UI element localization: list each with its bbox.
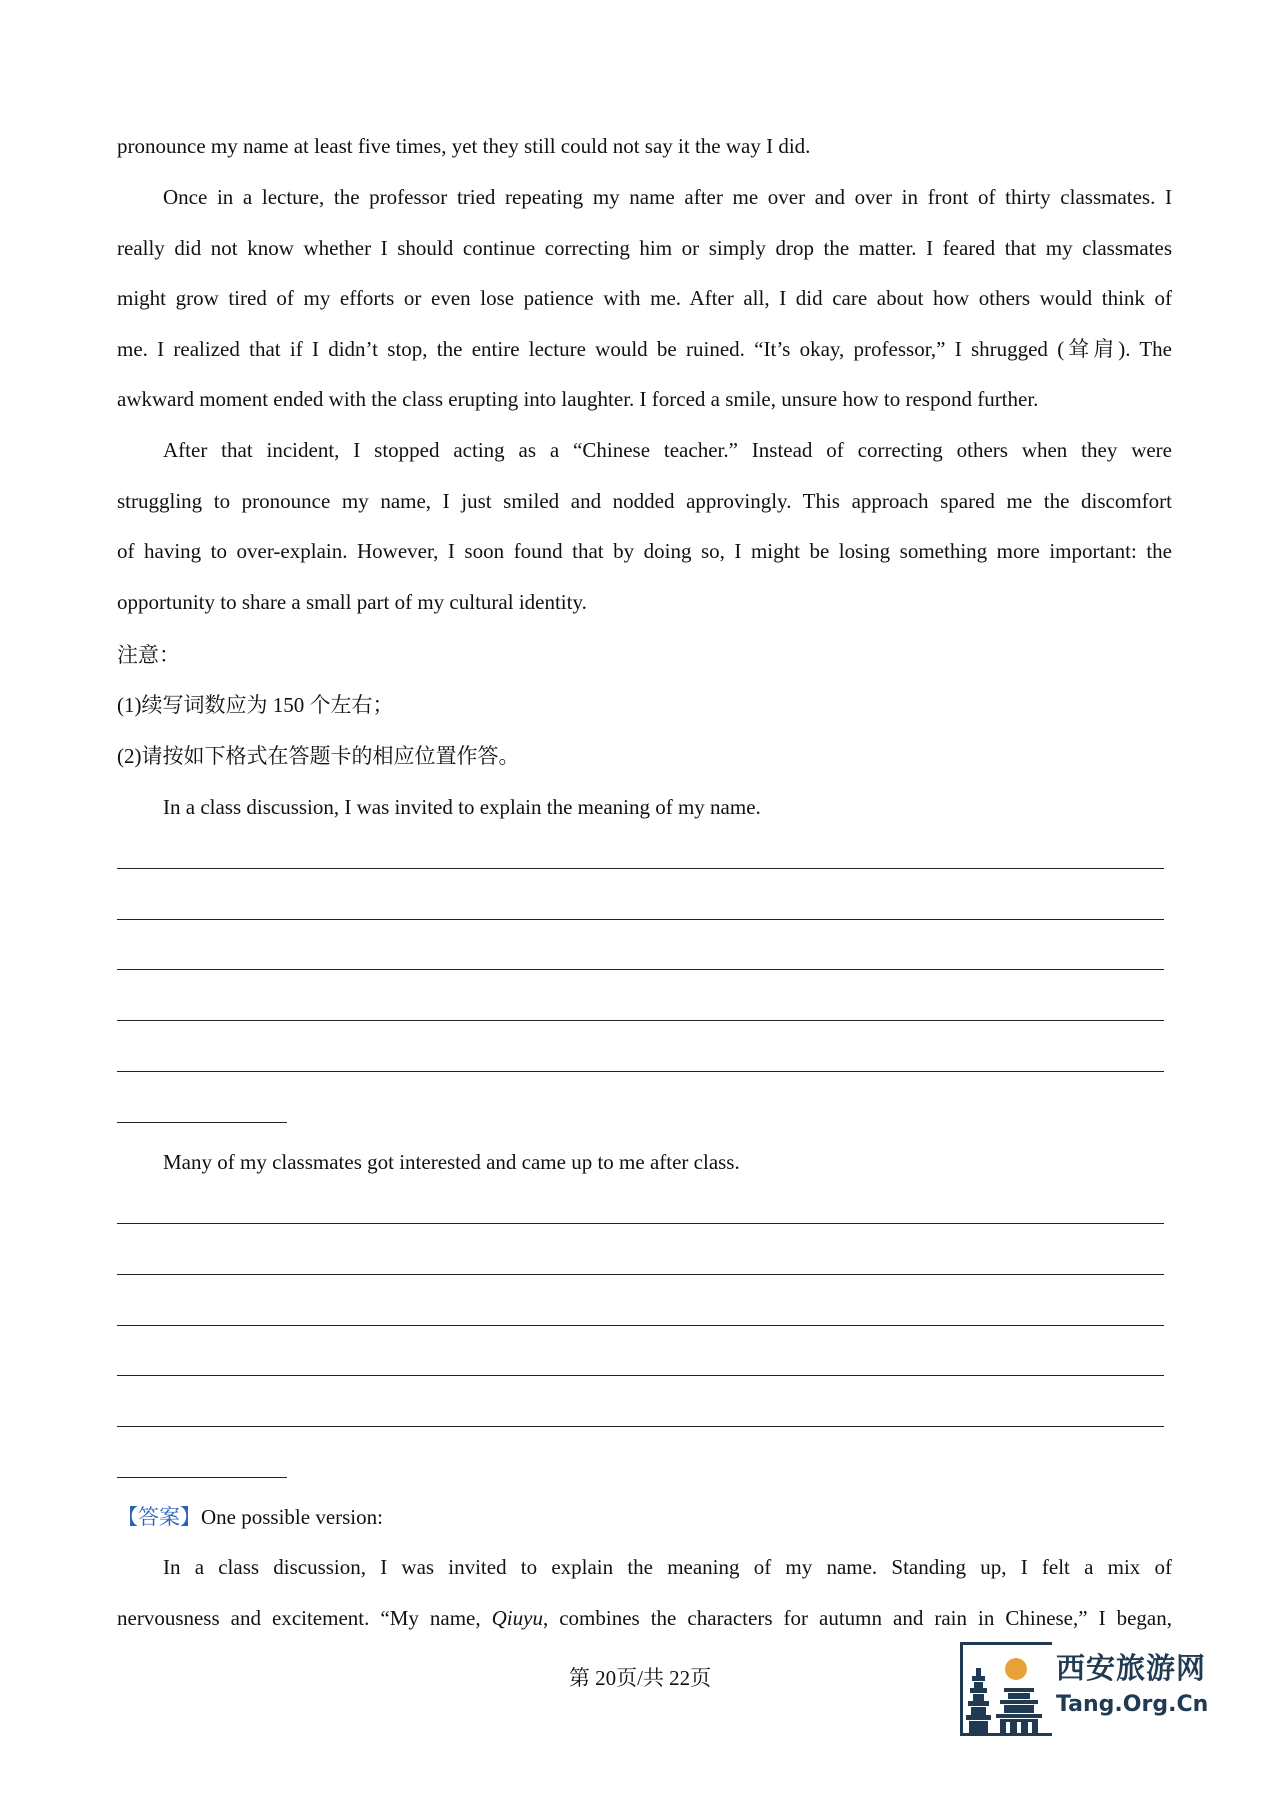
site-logo bbox=[960, 1642, 1220, 1742]
answer-line bbox=[117, 919, 1164, 920]
text-run: nervousness and excitement. “My name, bbox=[117, 1605, 492, 1630]
paragraph-line bbox=[117, 1593, 1172, 1644]
logo-text-cn: 西安旅游网 bbox=[1056, 1651, 1207, 1685]
passage-line: pronounce my name at least five times, yet they still could not say it the way I did. bbox=[117, 134, 811, 158]
passage-paragraph-2 bbox=[117, 425, 1172, 627]
paragraph-line: awkward moment ended with the class erupting into laughter. I forced a smile, unsure how to respond further. bbox=[117, 387, 1039, 411]
logo-text-en: Tang.Org.Cn bbox=[1056, 1692, 1209, 1717]
answer-line bbox=[117, 868, 1164, 869]
answer-header bbox=[117, 1502, 383, 1532]
answer-line bbox=[117, 1426, 1164, 1427]
paragraph-line: really did not know whether I should continue correcting him or simply drop the matter. I feared that my classmates bbox=[117, 235, 1172, 260]
name-italic: Qiuyu bbox=[491, 1605, 543, 1630]
note-item-1: (1)续写词数应为 150 个左右； bbox=[117, 693, 394, 717]
paragraph-line: struggling to pronounce my name, I just smiled and nodded approvingly. This approach spared me the discomfort bbox=[117, 488, 1172, 513]
answer-tag: 【答案】 bbox=[117, 1505, 201, 1529]
answer-line bbox=[117, 1375, 1164, 1376]
answer-line bbox=[117, 1223, 1164, 1224]
paragraph-line: Once in a lecture, the professor tried repeating my name after me over and over in front of thirty classmates. I bbox=[163, 185, 1172, 209]
paragraph-line: might grow tired of my efforts or even lose patience with me. After all, I did care about how others would think of bbox=[117, 286, 1172, 310]
answer-line bbox=[117, 1325, 1164, 1326]
answer-line bbox=[117, 1274, 1164, 1275]
passage-paragraph-1 bbox=[117, 172, 1172, 425]
continuation-prompt-2: Many of my classmates got interested and came up to me after class. bbox=[163, 1150, 740, 1174]
answer-line bbox=[117, 1020, 1164, 1021]
paragraph-line: After that incident, I stopped acting as a “Chinese teacher.” Instead of correcting others when they were bbox=[163, 438, 1172, 462]
page-footer: 第 20页/共 22页 bbox=[568, 1666, 712, 1690]
answer-line-short bbox=[117, 1122, 287, 1123]
note-item-2: (2)请按如下格式在答题卡的相应位置作答。 bbox=[117, 744, 520, 768]
paragraph-line: me. I realized that if I didn’t stop, the entire lecture would be ruined. “It’s okay, professor,” I shrugged (耸肩). The bbox=[117, 336, 1172, 361]
continuation-prompt-1: In a class discussion, I was invited to explain the meaning of my name. bbox=[163, 795, 761, 819]
answer-line-short bbox=[117, 1477, 287, 1478]
paragraph-line: In a class discussion, I was invited to explain the meaning of my name. Standing up, I felt a mix of bbox=[163, 1555, 1172, 1579]
paragraph-line: opportunity to share a small part of my cultural identity. bbox=[117, 589, 587, 614]
answer-paragraph bbox=[117, 1542, 1172, 1643]
answer-lead: One possible version: bbox=[201, 1505, 383, 1529]
paragraph-line: of having to over-explain. However, I soon found that by doing so, I might be losing something more important: the bbox=[117, 539, 1172, 563]
answer-line bbox=[117, 969, 1164, 970]
notes-heading: 注意： bbox=[117, 643, 180, 667]
text-run: , combines the characters for autumn and rain in Chinese,” I began, bbox=[542, 1605, 1172, 1630]
answer-line bbox=[117, 1071, 1164, 1072]
pagoda-icon bbox=[960, 1642, 1052, 1738]
